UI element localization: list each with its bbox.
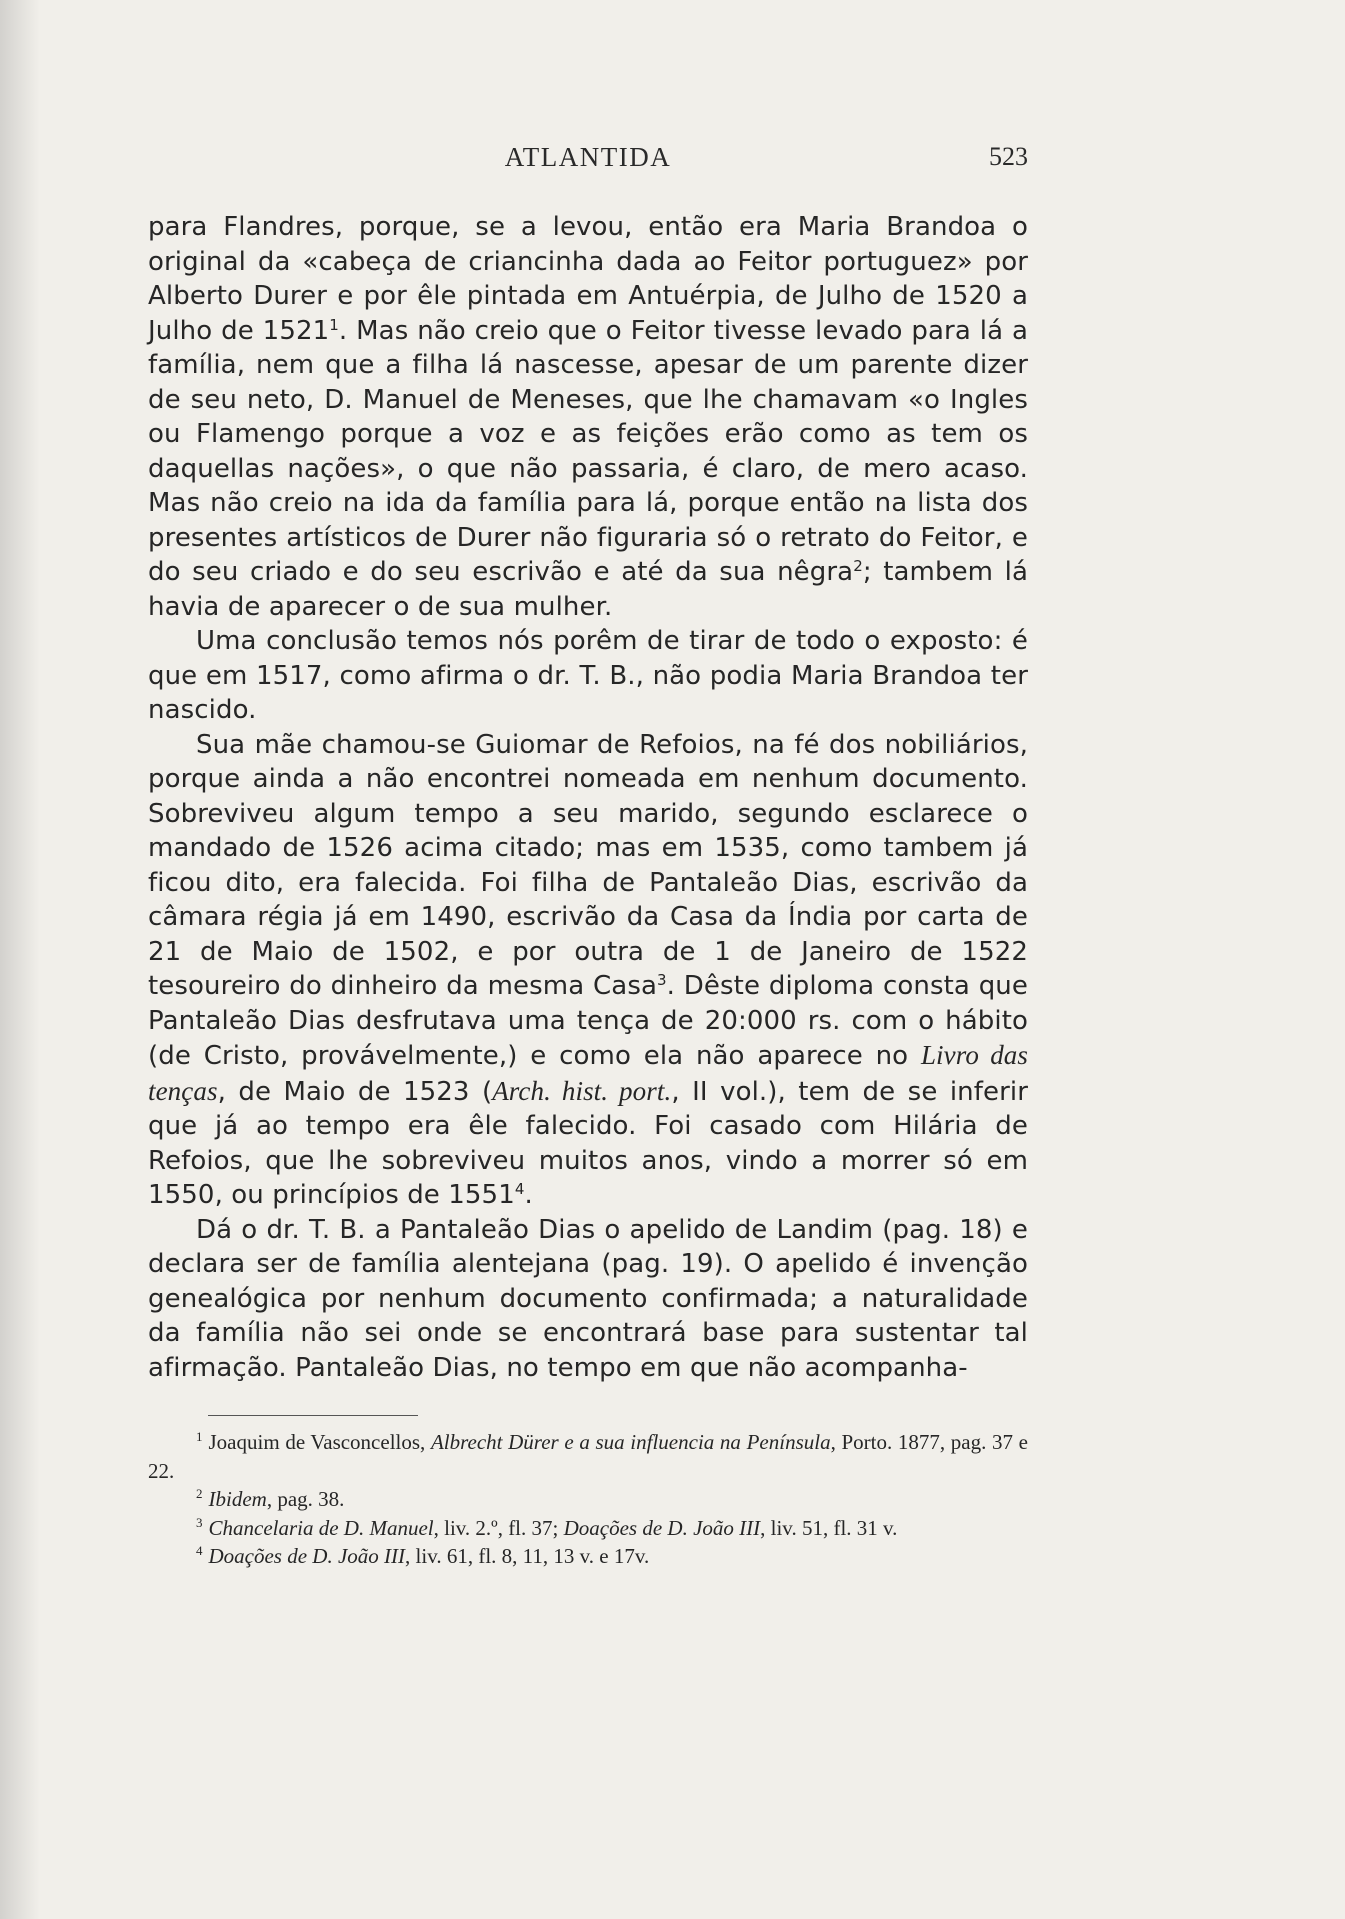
footnote	[148, 1485, 1028, 1514]
text-run: Dá o dr. T. B. a Pantaleão Dias o apelido de Landim (pag. 18) e declara ser de família alentejana (pag. 19). O apelido é invenção genealógica por nenhum documento confirmada; a naturalidade da família não sei onde se encontrará base para sustentar tal afirmação. Pantaleão Dias, no tempo em que não acompanha-	[148, 1214, 1028, 1383]
text-run: . Dêste diploma consta que Pantaleão Dias desfrutava uma tença de 20:000 rs. com o hábito (de Cristo, provávelmente,) e como ela não aparece no	[148, 971, 1028, 1071]
text-run: , liv. 2.º, fl. 37;	[433, 1515, 564, 1540]
text-run: , pag. 38.	[266, 1487, 345, 1511]
body-text	[148, 210, 1028, 1571]
text-run: , II vol.), tem de se inferir que já ao tempo era êle falecido. Foi casado com Hilária de Refoios, que lhe sobreviveu muitos anos, vindo a morrer só em 1550, ou princípios de 1551	[148, 1076, 1029, 1210]
footnote	[148, 1514, 1028, 1543]
footnote-marker: 2	[853, 557, 863, 575]
footnote-marker: 4	[514, 1180, 525, 1198]
page-number: 523	[989, 142, 1028, 171]
paragraph	[148, 624, 1028, 728]
footnote	[148, 1428, 1028, 1485]
text-run: Uma conclusão temos nós porêm de tirar de todo o exposto: é que em 1517, como afirma o dr. T. B., não podia Maria Brandoa ter nascido.	[148, 626, 1028, 725]
italic-title: Livro das tenças	[148, 1040, 1029, 1106]
footnote-list	[148, 1428, 1028, 1571]
page-header	[148, 142, 1028, 182]
text-run: . Mas não creio que o Feitor tivesse levado para lá a família, nem que a filha lá nascesse, apesar de um parente dizer de seu neto, D. Manuel de Meneses, que lhe chamavam «o Ingles ou Flamengo porque a voz e as feições erão como as tem os daquellas nações», o que não passaria, é claro, de mero acaso. Mas não creio na ida da família para lá, porque então na lista dos presentes artísticos de Durer não figuraria só o retrato do Feitor, e do seu criado e do seu escrivão e até da sua nêgra	[148, 315, 1028, 587]
footnote	[148, 1542, 1028, 1571]
page-edge-shadow	[0, 0, 40, 1919]
text-run: para Flandres, porque, se a levou, então era Maria Brandoa o original da «cabeça de criancinha dada ao Feitor portuguez» por Alberto Durer e por êle pintada em Antuérpia, de Julho de 1520 a Julho de 1521	[148, 212, 1028, 346]
text-run: ; tambem lá havia de aparecer o de sua mulher.	[148, 557, 1028, 622]
text-run: , liv. 51, fl. 31 v.	[760, 1515, 898, 1540]
italic-title: Albrecht Dürer e a sua influencia na Península	[430, 1430, 831, 1454]
paragraph	[148, 1213, 1028, 1386]
text-run: Sua mãe chamou-se Guiomar de Refoios, na fé dos nobiliários, porque ainda a não encontrei nomeada em nenhum documento. Sobreviveu algum tempo a seu marido, segundo esclarece o mandado de 1526 acima citado; mas em 1535, como tambem já ficou dito, era falecida. Foi filha de Pantaleão Dias, escrivão da câmara régia já em 1490, escrivão da Casa da Índia por carta de 21 de Maio de 1502, e por outra de 1 de Janeiro de 1522 tesoureiro do dinheiro da mesma Casa	[148, 729, 1028, 1001]
text-run: , Porto. 1877, pag. 37 e 22.	[148, 1430, 1028, 1483]
text-run: Joaquim de Vasconcellos,	[208, 1430, 431, 1454]
footnote-marker: 3	[196, 1514, 203, 1530]
text-run: , de Maio de 1523 (	[217, 1076, 493, 1107]
paragraph	[148, 210, 1028, 624]
paragraph	[148, 728, 1028, 1213]
italic-title: Arch. hist. port.	[492, 1075, 672, 1106]
text-run: , liv. 61, fl. 8, 11, 13 v. e 17v.	[405, 1544, 650, 1568]
paragraph-list	[148, 210, 1028, 1385]
italic-title: Chancelaria de D. Manuel	[208, 1515, 434, 1540]
footnote-marker: 2	[196, 1486, 203, 1501]
running-title: ATLANTIDA	[504, 142, 672, 172]
footnote-marker: 3	[657, 971, 667, 989]
footnote-marker: 1	[196, 1429, 203, 1444]
italic-title: Ibidem	[208, 1487, 267, 1511]
text-run: .	[524, 1180, 533, 1210]
italic-title: Doações de D. João III	[563, 1515, 761, 1540]
footnote-marker: 4	[196, 1543, 203, 1558]
footnote-marker: 1	[329, 315, 339, 334]
italic-title: Doações de D. João III	[208, 1544, 406, 1568]
footnote-divider	[208, 1415, 418, 1416]
